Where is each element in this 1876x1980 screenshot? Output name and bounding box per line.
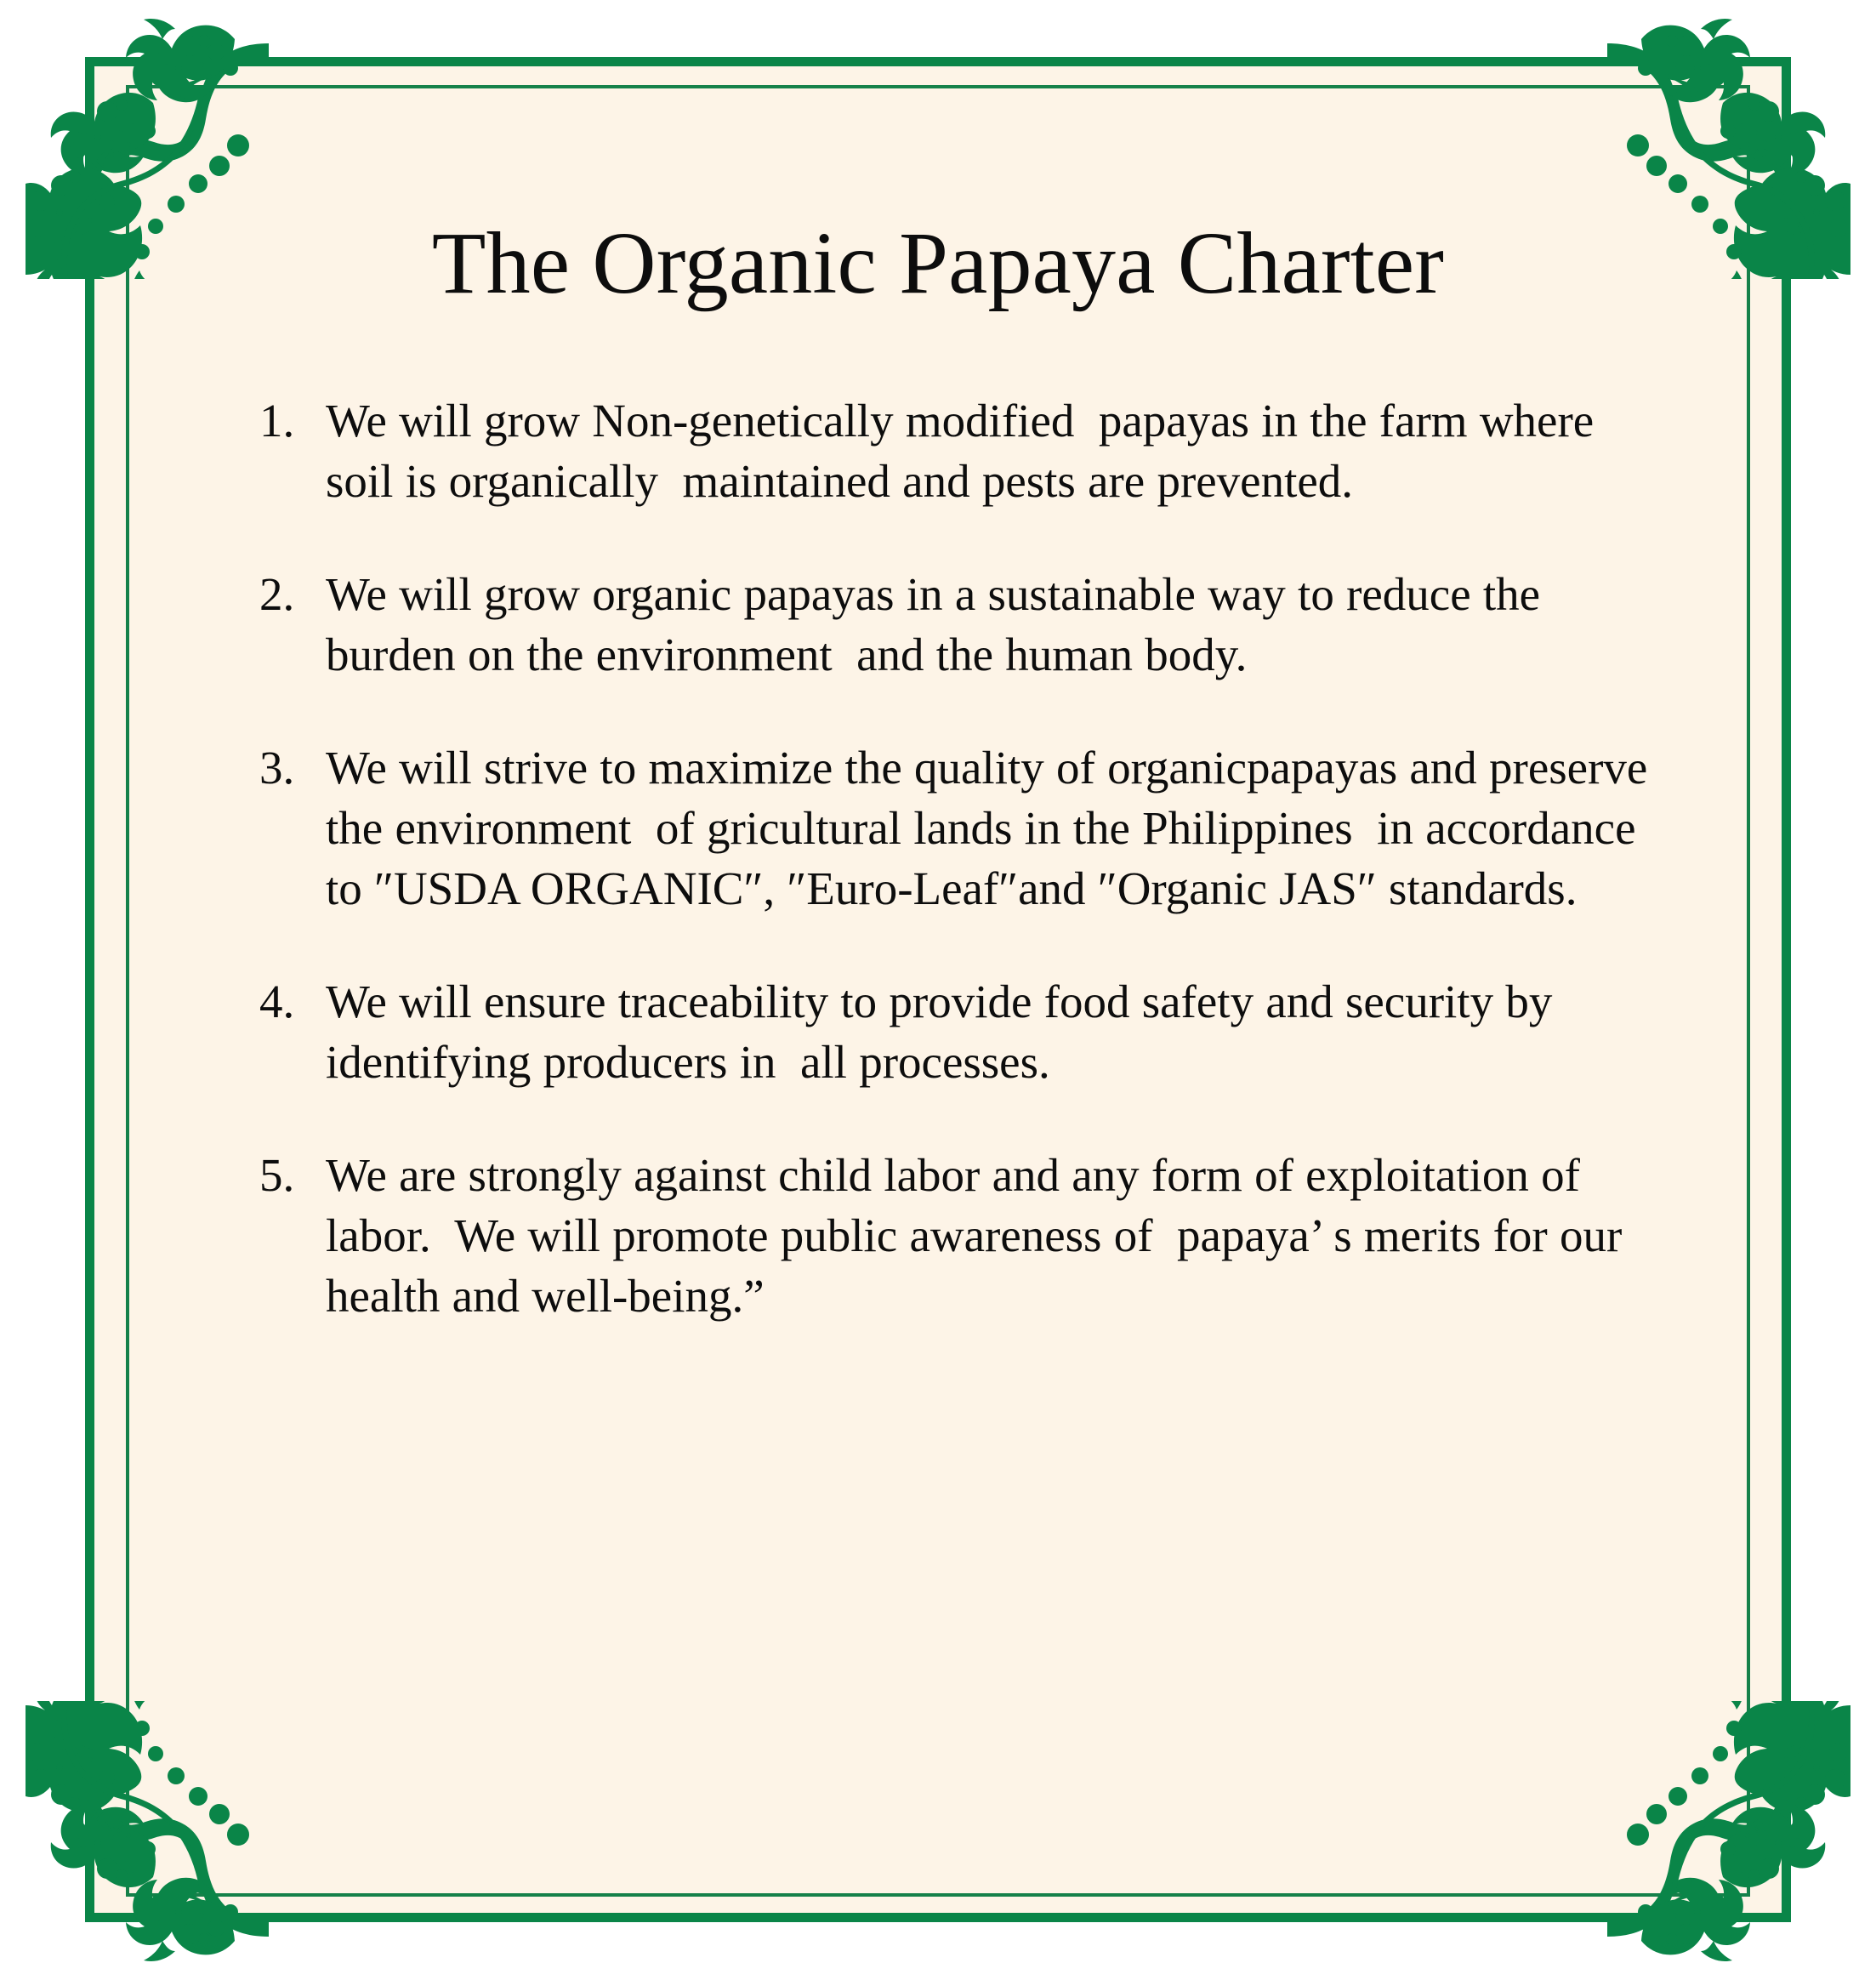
clause-text: We will ensure traceability to provide food safety and security by identifying producers in all processes. bbox=[326, 975, 1565, 1088]
border-rule-thick-top bbox=[85, 57, 1791, 66]
border-rule-thin-right bbox=[1747, 85, 1750, 1897]
clause-item bbox=[259, 565, 1654, 686]
border-rule-thick-right bbox=[1782, 57, 1791, 1922]
clause-number: 5. bbox=[259, 1148, 295, 1201]
border-rule-thin-top bbox=[126, 85, 1750, 88]
border-rule-thick-bottom bbox=[85, 1913, 1791, 1922]
clause-item bbox=[259, 1146, 1654, 1327]
clause-text: We will grow Non-genetically modified papayas in the farm where soil is organically maintained and pests are prevented. bbox=[326, 395, 1606, 508]
page-title: The Organic Papaya Charter bbox=[431, 214, 1445, 312]
charter-clause-list bbox=[259, 391, 1660, 1326]
clause-text: We are strongly against child labor and any form of exploitation of labor. We will promote public awareness of papaya’ s merits for our health and well-being.” bbox=[326, 1148, 1634, 1322]
border-rule-thick-left bbox=[85, 57, 94, 1922]
border-rule-thin-left bbox=[126, 85, 129, 1897]
clause-number: 1. bbox=[259, 395, 295, 447]
clause-number: 2. bbox=[259, 568, 295, 621]
certificate-content bbox=[136, 94, 1740, 1888]
clause-text: We will grow organic papayas in a sustainable way to reduce the burden on the environment and the human body. bbox=[326, 568, 1553, 680]
clause-number: 4. bbox=[259, 975, 295, 1027]
border-rule-thin-bottom bbox=[126, 1893, 1750, 1897]
clause-text: We will strive to maximize the quality of organicpapayas and preserve the environment of gricultural lands in the Philippines in accordance to ″USDA ORGANIC″, ″Euro-Leaf″and ″Organic JAS″ standards. bbox=[326, 741, 1660, 914]
clause-item bbox=[259, 391, 1654, 512]
clause-number: 3. bbox=[259, 741, 295, 794]
clause-item bbox=[259, 738, 1660, 919]
clause-item bbox=[259, 972, 1654, 1093]
